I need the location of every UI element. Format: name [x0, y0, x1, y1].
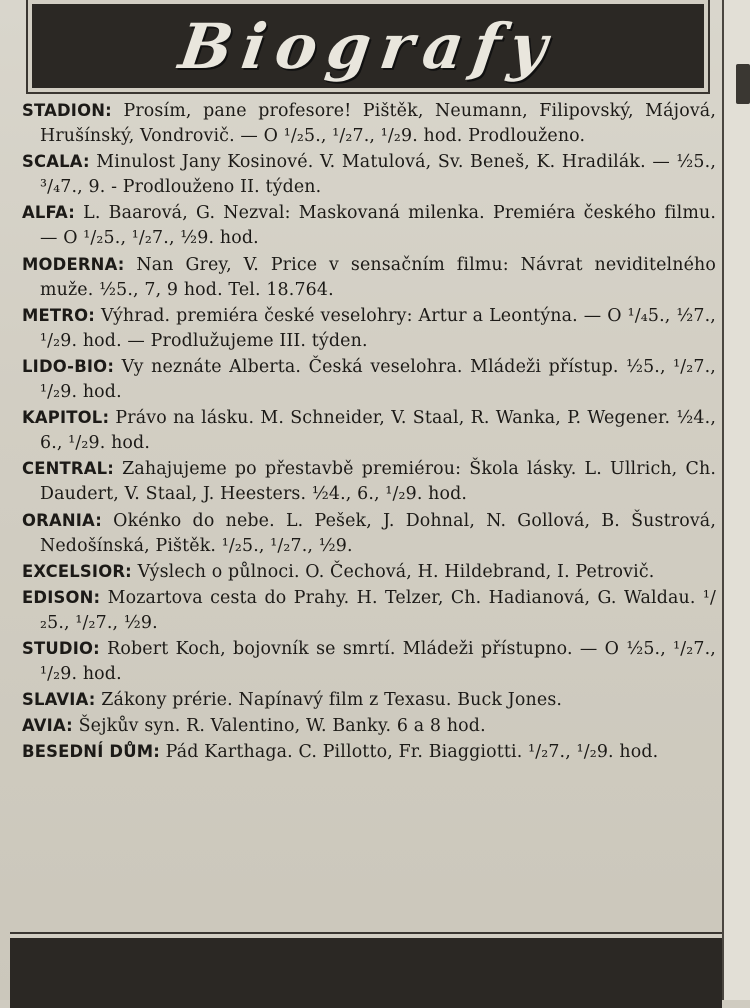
- listing-entry: [22, 636, 716, 687]
- listing-text: Robert Koch, bojovník se smrtí. Mládeži přístupno. — O ½5., ¹/₂7., ¹/₂9. hod.: [40, 638, 716, 685]
- listing-text: Výhrad. premiéra české veselohry: Artur a Leontýna. — O ¹/₄5., ½7., ¹/₂9. hod. — Prodlužujeme III. týden.: [40, 305, 716, 351]
- listing-text: Výslech o půlnoci. O. Čechová, H. Hildebrand, I. Petrovič.: [131, 561, 655, 582]
- cinema-listings: [22, 98, 716, 765]
- cinema-name: KAPITOL:: [22, 408, 110, 428]
- cinema-name: LIDO-BIO:: [22, 356, 115, 376]
- cinema-name: SCALA:: [22, 152, 90, 172]
- listing-text: Šejkův syn. R. Valentino, W. Banky. 6 a 8 hod.: [72, 716, 486, 737]
- cinema-name: CENTRAL:: [22, 459, 115, 479]
- listing-text: Zákony prérie. Napínavý film z Texasu. Buck Jones.: [95, 690, 563, 711]
- section-title: Biografy: [174, 9, 562, 83]
- cinema-name: AVIA:: [22, 716, 73, 736]
- listing-text: Okénko do nebe. L. Pešek, J. Dohnal, N. Gollová, B. Šustrová, Nedošínská, Pištěk. ¹/₂5., ¹/₂7., ½9.: [40, 510, 716, 556]
- listing-entry: [22, 559, 716, 585]
- adjacent-column-mark: [736, 64, 750, 104]
- listing-entry: [22, 252, 716, 303]
- listing-entry: [22, 585, 716, 636]
- cinema-name: MODERNA:: [22, 254, 125, 274]
- listing-text: Právo na lásku. M. Schneider, V. Staal, R. Wanka, P. Wegener. ½4., 6., ¹/₂9. hod.: [40, 408, 716, 454]
- listing-entry: [22, 354, 716, 405]
- cinema-name: EDISON:: [22, 587, 101, 607]
- listing-text: Minulost Jany Kosinové. V. Matulová, Sv. Beneš, K. Hradilák. — ½5., ³/₄7., 9. - Prodlouženo II. týden.: [40, 152, 716, 198]
- listing-entry: [22, 687, 716, 713]
- cinema-name: ALFA:: [22, 203, 75, 223]
- listing-entry: [22, 456, 716, 507]
- listing-text: Prosím, pane profesore! Pištěk, Neumann, Filipovský, Májová, Hrušínský, Vondrovič. — O ¹/₂5., ¹/₂7., ¹/₂9. hod. Prodlouženo.: [40, 101, 716, 147]
- listing-entry: [22, 508, 716, 559]
- listing-text: L. Baarová, G. Nezval: Maskovaná milenka. Premiéra českého filmu. — O ¹/₂5., ¹/₂7., ½9. hod.: [40, 203, 716, 249]
- cinema-name: ORANIA:: [22, 510, 102, 530]
- listing-entry: [22, 303, 716, 354]
- cinema-name: EXCELSIOR:: [22, 561, 132, 581]
- adjacent-column-edge: [724, 0, 750, 1000]
- listing-text: Vy neznáte Alberta. Česká veselohra. Mládeži přístup. ½5., ¹/₂7., ¹/₂9. hod.: [40, 356, 716, 403]
- listing-entry: [22, 405, 716, 456]
- listing-text: Nan Grey, V. Price v sensačním filmu: Návrat neviditelného muže. ½5., 7, 9 hod. Tel. 18.764.: [40, 254, 716, 300]
- cinema-name: SLAVIA:: [22, 690, 96, 710]
- section-header-banner: [32, 4, 704, 88]
- listing-entry: [22, 200, 716, 251]
- listing-text: Zahajujeme po přestavbě premiérou: Škola lásky. L. Ullrich, Ch. Daudert, V. Staal, J. Heesters. ½4., 6., ¹/₂9. hod.: [40, 459, 716, 505]
- cinema-name: BESEDNÍ DŮM:: [22, 742, 160, 762]
- listing-entry: [22, 739, 716, 765]
- next-section-banner-cropped: [10, 938, 722, 1008]
- listing-entry: [22, 98, 716, 149]
- cinema-name: METRO:: [22, 305, 95, 325]
- cinema-name: STADION:: [22, 101, 112, 120]
- listing-entry: [22, 713, 716, 739]
- listing-text: Mozartova cesta do Prahy. H. Telzer, Ch. Hadianová, G. Waldau. ¹/₂5., ¹/₂7., ½9.: [40, 587, 716, 633]
- listing-text: Pád Karthaga. C. Pillotto, Fr. Biaggiotti. ¹/₂7., ¹/₂9. hod.: [160, 742, 659, 763]
- listing-entry: [22, 149, 716, 200]
- cinema-name: STUDIO:: [22, 638, 100, 658]
